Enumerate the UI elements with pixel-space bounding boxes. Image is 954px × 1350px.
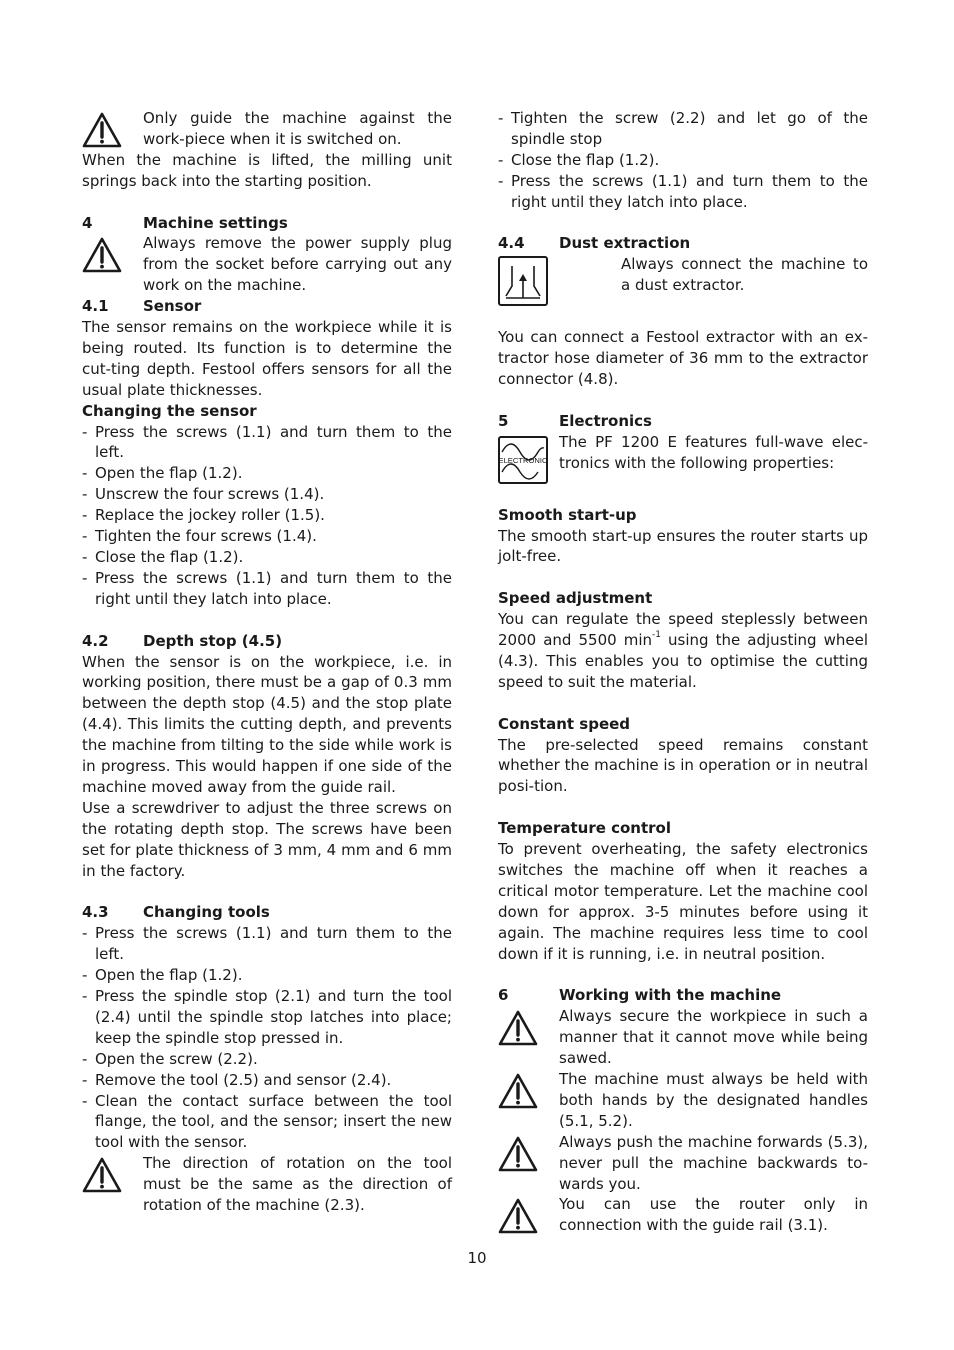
warning-block [82,1153,452,1216]
list-item: - Press the screws (1.1) and turn them to the left. [82,923,452,965]
list-item: - Clean the contact surface between the tool flange, the tool, and the sensor; insert the new tool with the sensor. [82,1091,452,1154]
warning-block [498,1069,868,1132]
list-item: - Unscrew the four screws (1.4). [82,484,452,505]
list-item: - Open the flap (1.2). [82,463,452,484]
warning-block [82,233,452,296]
left-column [82,108,452,1216]
warning-triangle-icon [82,233,143,296]
warning-text: You can use the router only in connection with the guide rail (3.1). [559,1195,868,1235]
list-item: - Press the spindle stop (2.1) and turn the tool (2.4) until the spindle stop latches into place; keep the spindle stop pressed in. [82,986,452,1049]
warning-text: Always push the machine forwards (5.3), never pull the machine backwards to-wards you. [559,1132,868,1193]
note-block [498,254,868,306]
paragraph: Use a screwdriver to adjust the three screws on the rotating depth stop. The screws have been set for plate thickness of 3 mm, 4 mm and 6 mm in the factory. [82,798,452,880]
electronic-icon-label: ELECTRONIC [498,455,548,465]
warning-triangle-icon [498,1194,559,1236]
warning-text: Only guide the machine against the work-piece when it is switched on. [143,109,452,148]
subheading: Speed adjustment [498,589,653,608]
list-item: - Close the flap (1.2). [82,547,452,568]
list-item: - Replace the jockey roller (1.5). [82,505,452,526]
section-heading: 4.4 Dust extraction [498,234,691,253]
paragraph: When the sensor is on the workpiece, i.e. in working position, there must be a gap of 0.3 mm between the depth stop (4.5) and the stop plate (4.4). This limits the cutting depth, and prevents the machine from tilting to the side while work is in progress. This would happen if one side of the machine moved away from the guide rail. [82,652,452,796]
step-list [82,923,452,1153]
list-item: - Press the screws (1.1) and turn them to the right until they latch into place. [498,171,868,213]
list-item: - Remove the tool (2.5) and sensor (2.4). [82,1070,452,1091]
warning-block [498,1006,868,1069]
page-number: 10 [467,1249,487,1267]
list-item: - Open the screw (2.2). [82,1049,452,1070]
warning-triangle-icon [82,1153,143,1216]
section-heading: 4.2 Depth stop (4.5) [82,631,283,650]
electronics-intro: The PF 1200 E features full-wave elec-tronics with the following properties: [559,432,868,472]
warning-triangle-icon [498,1132,559,1195]
paragraph: You can regulate the speed steplessly between 2000 and 5500 $\min^{-1} using$ the adjusting wheel (4.3). This enables you to optimise the cutting speed to suit the material. [498,610,868,691]
paragraph: To prevent overheating, the safety electronics switches the machine off when it reaches a critical motor temperature. Let the machine cool down for approx. 3-5 minutes before using it again. The machine requires less time to cool down if it is running, i.e. in neutral position. [498,840,868,963]
warning-block-intro [82,108,452,150]
warning-triangle-icon [498,1069,559,1132]
warning-block [498,1194,868,1236]
section-heading: 5 Electronics [498,411,652,430]
step-list [82,422,452,610]
paragraph: When the machine is lifted, the milling unit springs back into the starting position. [82,150,452,190]
paragraph: The pre-selected speed remains constant whether the machine is in operation or in neutral posi-tion. [498,735,868,796]
warning-triangle-icon [82,108,143,150]
section-heading: 6 Working with the machine [498,986,782,1005]
electronic-icon [498,432,559,484]
right-column [498,108,868,1236]
warning-text: Always secure the workpiece in such a manner that it cannot move while being sawed. [559,1007,868,1068]
electronics-block [498,432,868,484]
section-heading: 4 Machine settings [82,213,288,232]
list-item: - Close the flap (1.2). [498,150,868,171]
warning-text: The direction of rotation on the tool must be the same as the direction of rotation of the machine (2.3). [143,1154,452,1215]
subheading: Changing the sensor [82,401,257,420]
section-heading: 4.1 Sensor [82,297,202,316]
list-item: - Tighten the screw (2.2) and let go of the spindle stop [498,108,868,150]
note-text: Always connect the machine to a dust extractor. [621,255,868,295]
list-item: - Press the screws (1.1) and turn them to the left. [82,422,452,464]
paragraph: The smooth start-up ensures the router starts up jolt-free. [498,526,868,566]
warning-triangle-icon [498,1006,559,1069]
list-item: - Open the flap (1.2). [82,965,452,986]
paragraph: The sensor remains on the workpiece while it is being routed. Its function is to determine the cut-ting depth. Festool offers sensors for all the usual plate thicknesses. [82,318,452,399]
list-item: - Tighten the four screws (1.4). [82,526,452,547]
subheading: Temperature control [498,819,672,838]
warning-text: The machine must always be held with both hands by the designated handles (5.1, 5.2). [559,1070,868,1130]
subheading: Constant speed [498,714,631,733]
section-heading: 4.3 Changing tools [82,903,270,922]
warning-text: Always remove the power supply plug from the socket before carrying out any work on the machine. [143,234,452,295]
warning-block [498,1132,868,1195]
step-list [498,108,868,213]
subheading: Smooth start-up [498,505,637,524]
paragraph: You can connect a Festool extractor with an ex-tractor hose diameter of 36 mm to the extractor connector (4.8). [498,328,868,389]
dust-extraction-icon [498,254,621,306]
list-item: - Press the screws (1.1) and turn them to the right until they latch into place. [82,568,452,610]
